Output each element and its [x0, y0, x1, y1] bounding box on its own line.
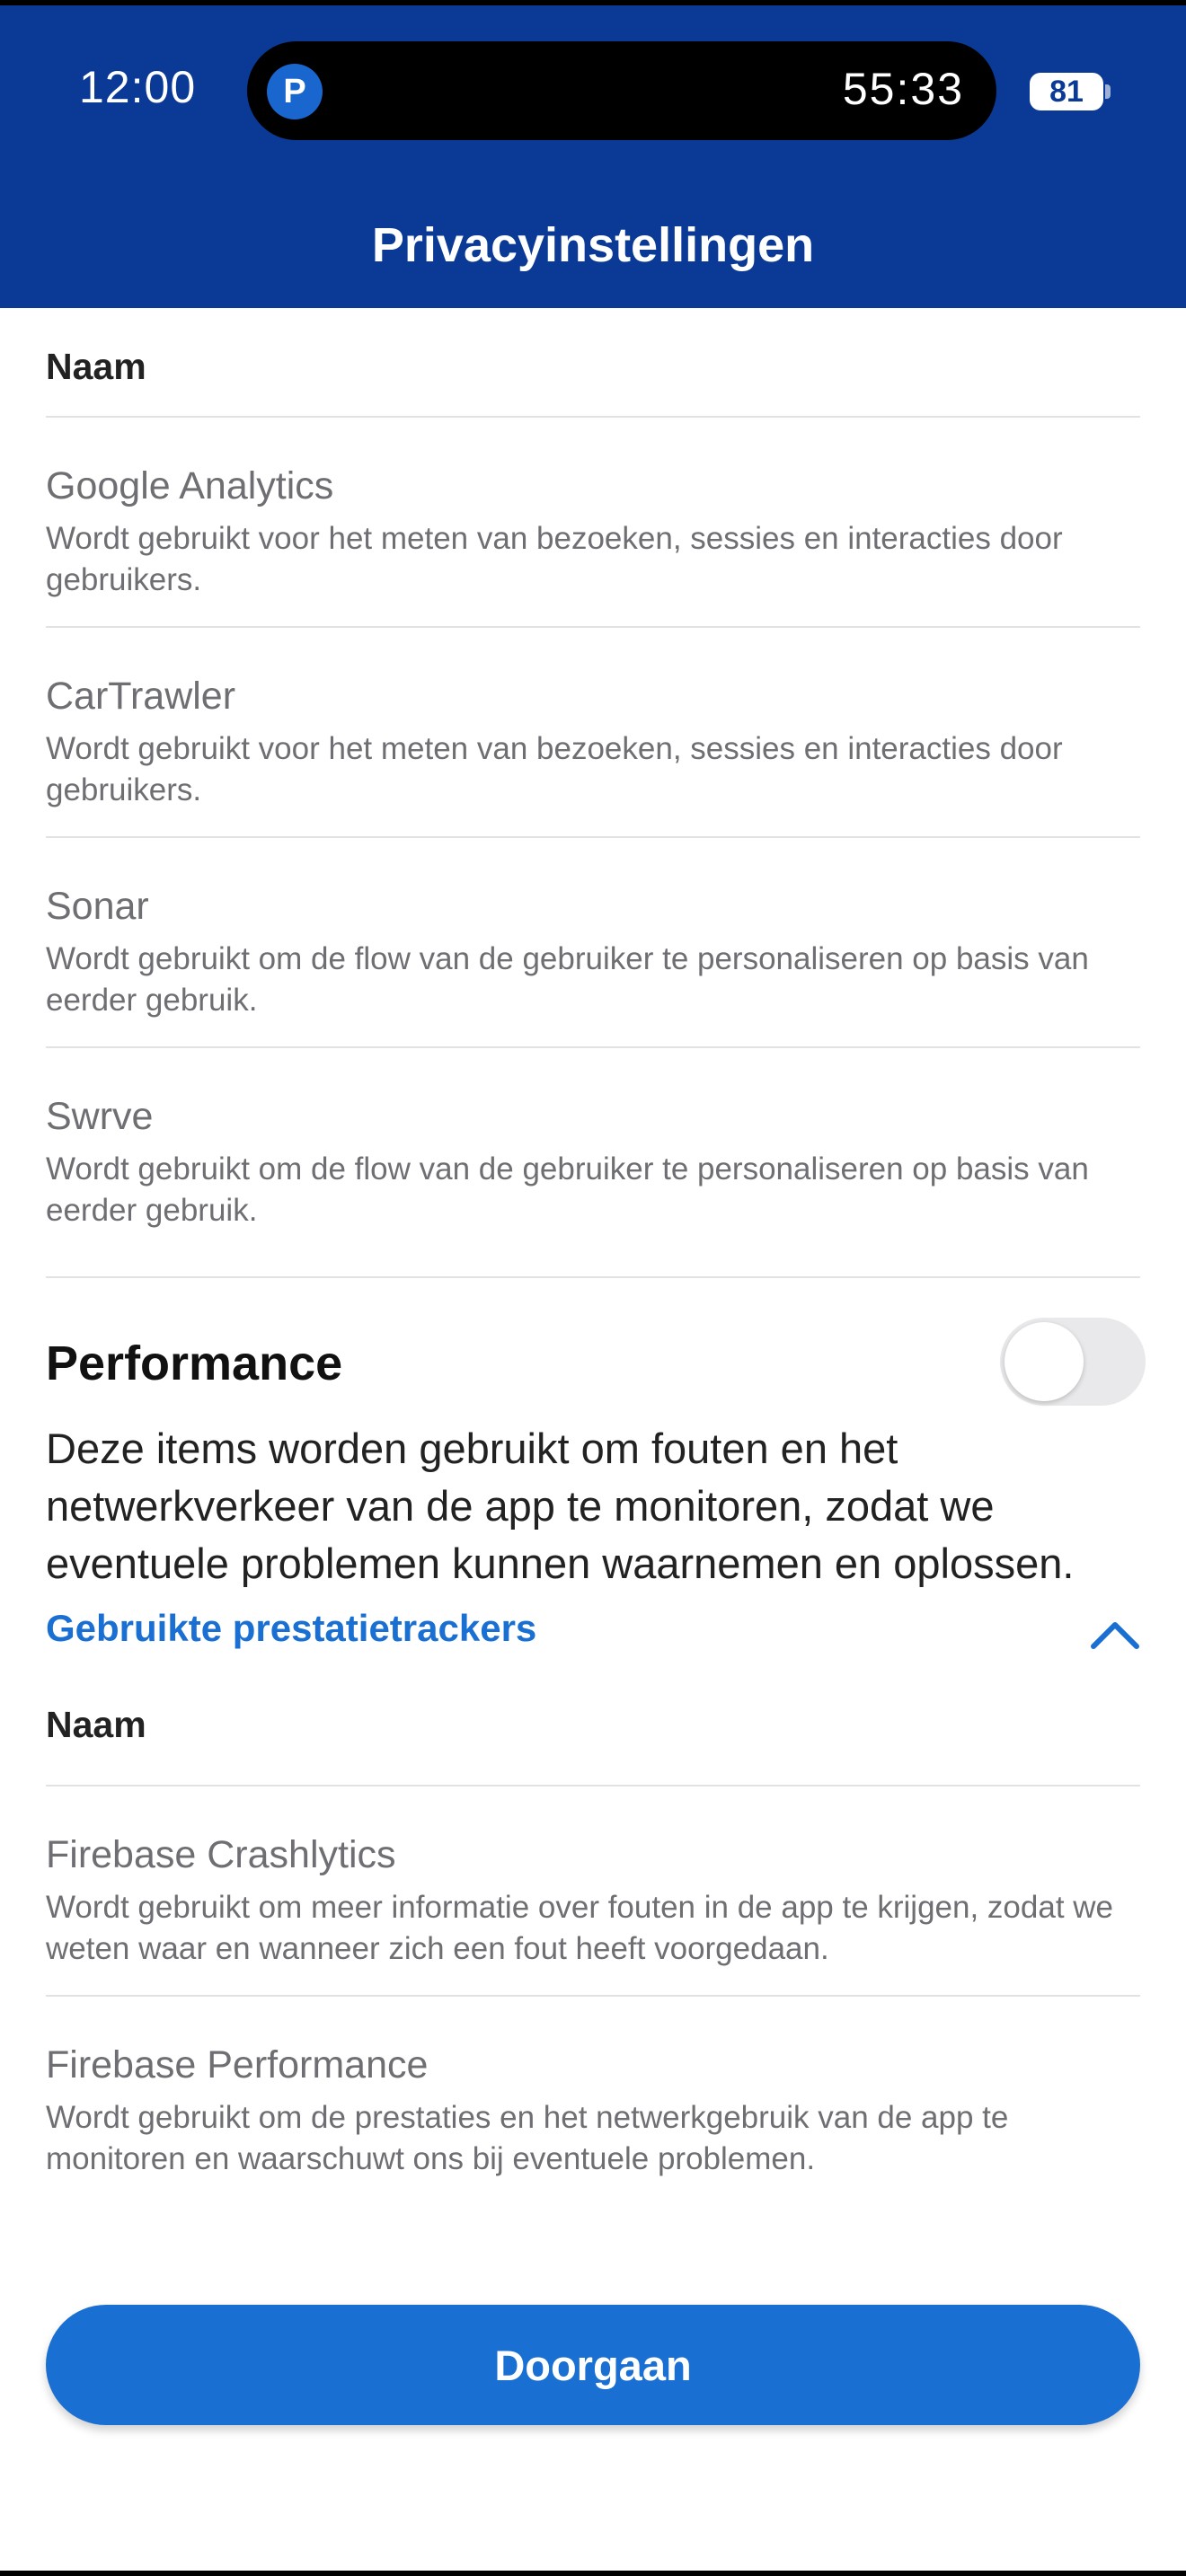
tracker-item [46, 1048, 1140, 1276]
performance-trackers-expander[interactable] [46, 1607, 1140, 1670]
chevron-up-icon[interactable] [1090, 1616, 1140, 1652]
performance-trackers-link[interactable]: Gebruikte prestatietrackers [46, 1607, 537, 1649]
performance-toggle[interactable] [1000, 1318, 1146, 1406]
tracker-item [46, 1997, 1140, 2207]
tracker-item [46, 418, 1140, 628]
tracker-description: Wordt gebruikt om de prestaties en het netwerkgebruik van de app te monitoren en waarschuwt ons bij eventuele problemen. [46, 2100, 1009, 2176]
tracker-name: Firebase Performance [46, 2043, 429, 2086]
section-divider [46, 1276, 1140, 1278]
status-time: 12:00 [79, 62, 197, 112]
island-timer: 55:33 [842, 64, 964, 114]
tracker-description: Wordt gebruikt om de flow van de gebruiker te personaliseren op basis van eerder gebruik. [46, 1151, 1089, 1228]
performance-header [46, 1318, 1140, 1407]
tracker-description: Wordt gebruikt voor het meten van bezoeken, sessies en interacties door gebruikers. [46, 521, 1063, 597]
column-header-name: Naam [46, 308, 1140, 418]
tracker-description: Wordt gebruikt om de flow van de gebruiker te personaliseren op basis van eerder gebruik. [46, 941, 1089, 1018]
battery-nub [1105, 84, 1111, 99]
tracker-name: Swrve [46, 1095, 154, 1138]
performance-title: Performance [46, 1337, 343, 1390]
parking-app-icon: P [267, 64, 323, 119]
settings-content[interactable] [46, 308, 1140, 2207]
tracker-item [46, 628, 1140, 838]
tracker-name: Google Analytics [46, 464, 334, 507]
tracker-item [46, 1786, 1140, 1997]
header-bar [0, 0, 1186, 308]
continue-button[interactable]: Doorgaan [46, 2305, 1140, 2425]
toggle-knob [1005, 1322, 1084, 1401]
tracker-name: CarTrawler [46, 675, 236, 718]
tracker-name: Sonar [46, 885, 149, 928]
column-header-name: Naam [46, 1670, 1140, 1786]
performance-description: Deze items worden gebruikt om fouten en het netwerkverkeer van de app te monitoren, zodat we eventuele problemen kunnen waarnemen en oplossen. [46, 1425, 1075, 1587]
bottom-edge [0, 2571, 1186, 2576]
battery-icon: 81 [1030, 73, 1103, 110]
dynamic-island[interactable] [247, 41, 996, 140]
tracker-item [46, 838, 1140, 1048]
page-title: Privacyinstellingen [371, 218, 815, 272]
tracker-description: Wordt gebruikt om meer informatie over fouten in de app te krijgen, zodat we weten waar en wanneer zich een fout heeft voorgedaan. [46, 1890, 1114, 1966]
tracker-name: Firebase Crashlytics [46, 1833, 396, 1876]
tracker-description: Wordt gebruikt voor het meten van bezoeken, sessies en interacties door gebruikers. [46, 731, 1063, 807]
